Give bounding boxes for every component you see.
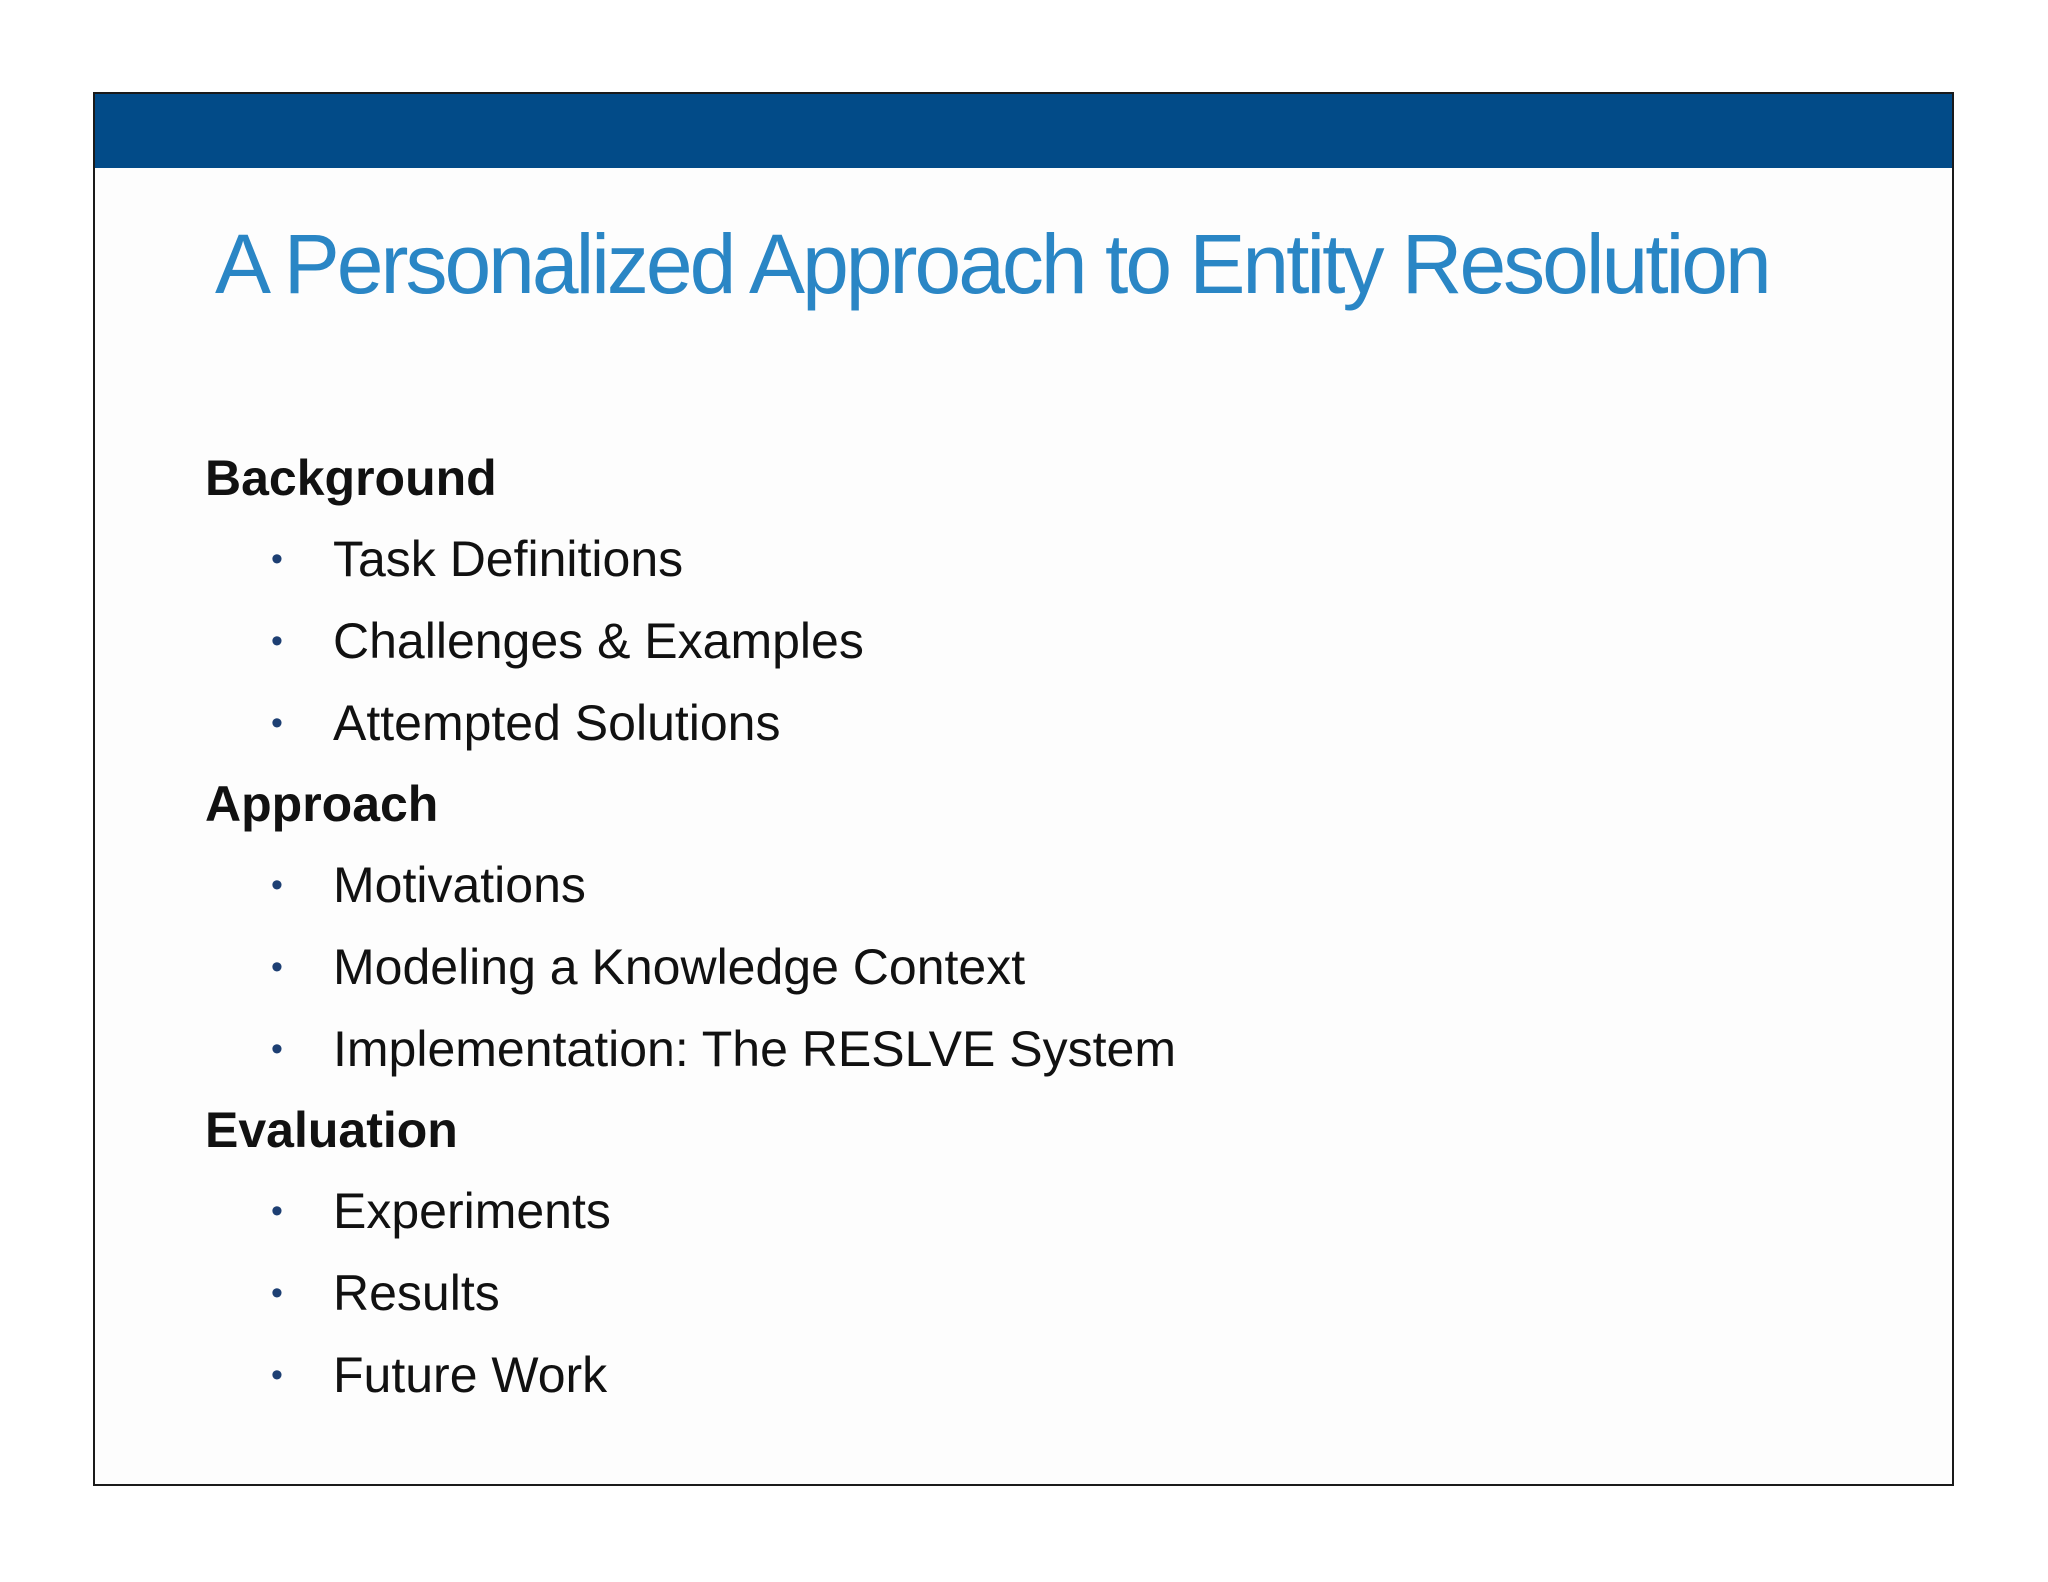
bullet-icon: • <box>271 1030 283 1068</box>
list-item-label: Motivations <box>333 857 586 913</box>
bullet-icon: • <box>271 704 283 742</box>
list-item <box>205 682 1176 764</box>
outline-section <box>205 764 1176 1090</box>
bullet-icon: • <box>271 1274 283 1312</box>
header-bar <box>95 94 1952 168</box>
list-item <box>205 1252 1176 1334</box>
list-item-label: Modeling a Knowledge Context <box>333 939 1026 995</box>
outline-section <box>205 438 1176 764</box>
slide-title: A Personalized Approach to Entity Resolution <box>215 217 1769 311</box>
bullet-icon: • <box>271 622 283 660</box>
section-heading: Approach <box>205 776 439 832</box>
outline-section <box>205 1090 1176 1416</box>
list-item-label: Implementation: The RESLVE System <box>333 1021 1176 1077</box>
list-item-label: Future Work <box>333 1347 608 1403</box>
bullet-icon: • <box>271 948 283 986</box>
bullet-icon: • <box>271 1192 283 1230</box>
list-item-label: Experiments <box>333 1183 611 1239</box>
slide <box>93 92 1954 1486</box>
list-item-label: Task Definitions <box>333 531 684 587</box>
bullet-icon: • <box>271 540 283 578</box>
list-item <box>205 1170 1176 1252</box>
section-items <box>205 518 1176 764</box>
outline-list <box>205 438 1176 1416</box>
list-item <box>205 926 1176 1008</box>
list-item <box>205 1008 1176 1090</box>
list-item <box>205 1334 1176 1416</box>
list-item <box>205 600 1176 682</box>
section-items <box>205 1170 1176 1416</box>
bullet-icon: • <box>271 1356 283 1394</box>
section-heading: Evaluation <box>205 1102 458 1158</box>
list-item <box>205 844 1176 926</box>
bullet-icon: • <box>271 866 283 904</box>
list-item-label: Results <box>333 1265 500 1321</box>
section-heading: Background <box>205 450 497 506</box>
list-item <box>205 518 1176 600</box>
list-item-label: Challenges & Examples <box>333 613 864 669</box>
section-items <box>205 844 1176 1090</box>
list-item-label: Attempted Solutions <box>333 695 781 751</box>
